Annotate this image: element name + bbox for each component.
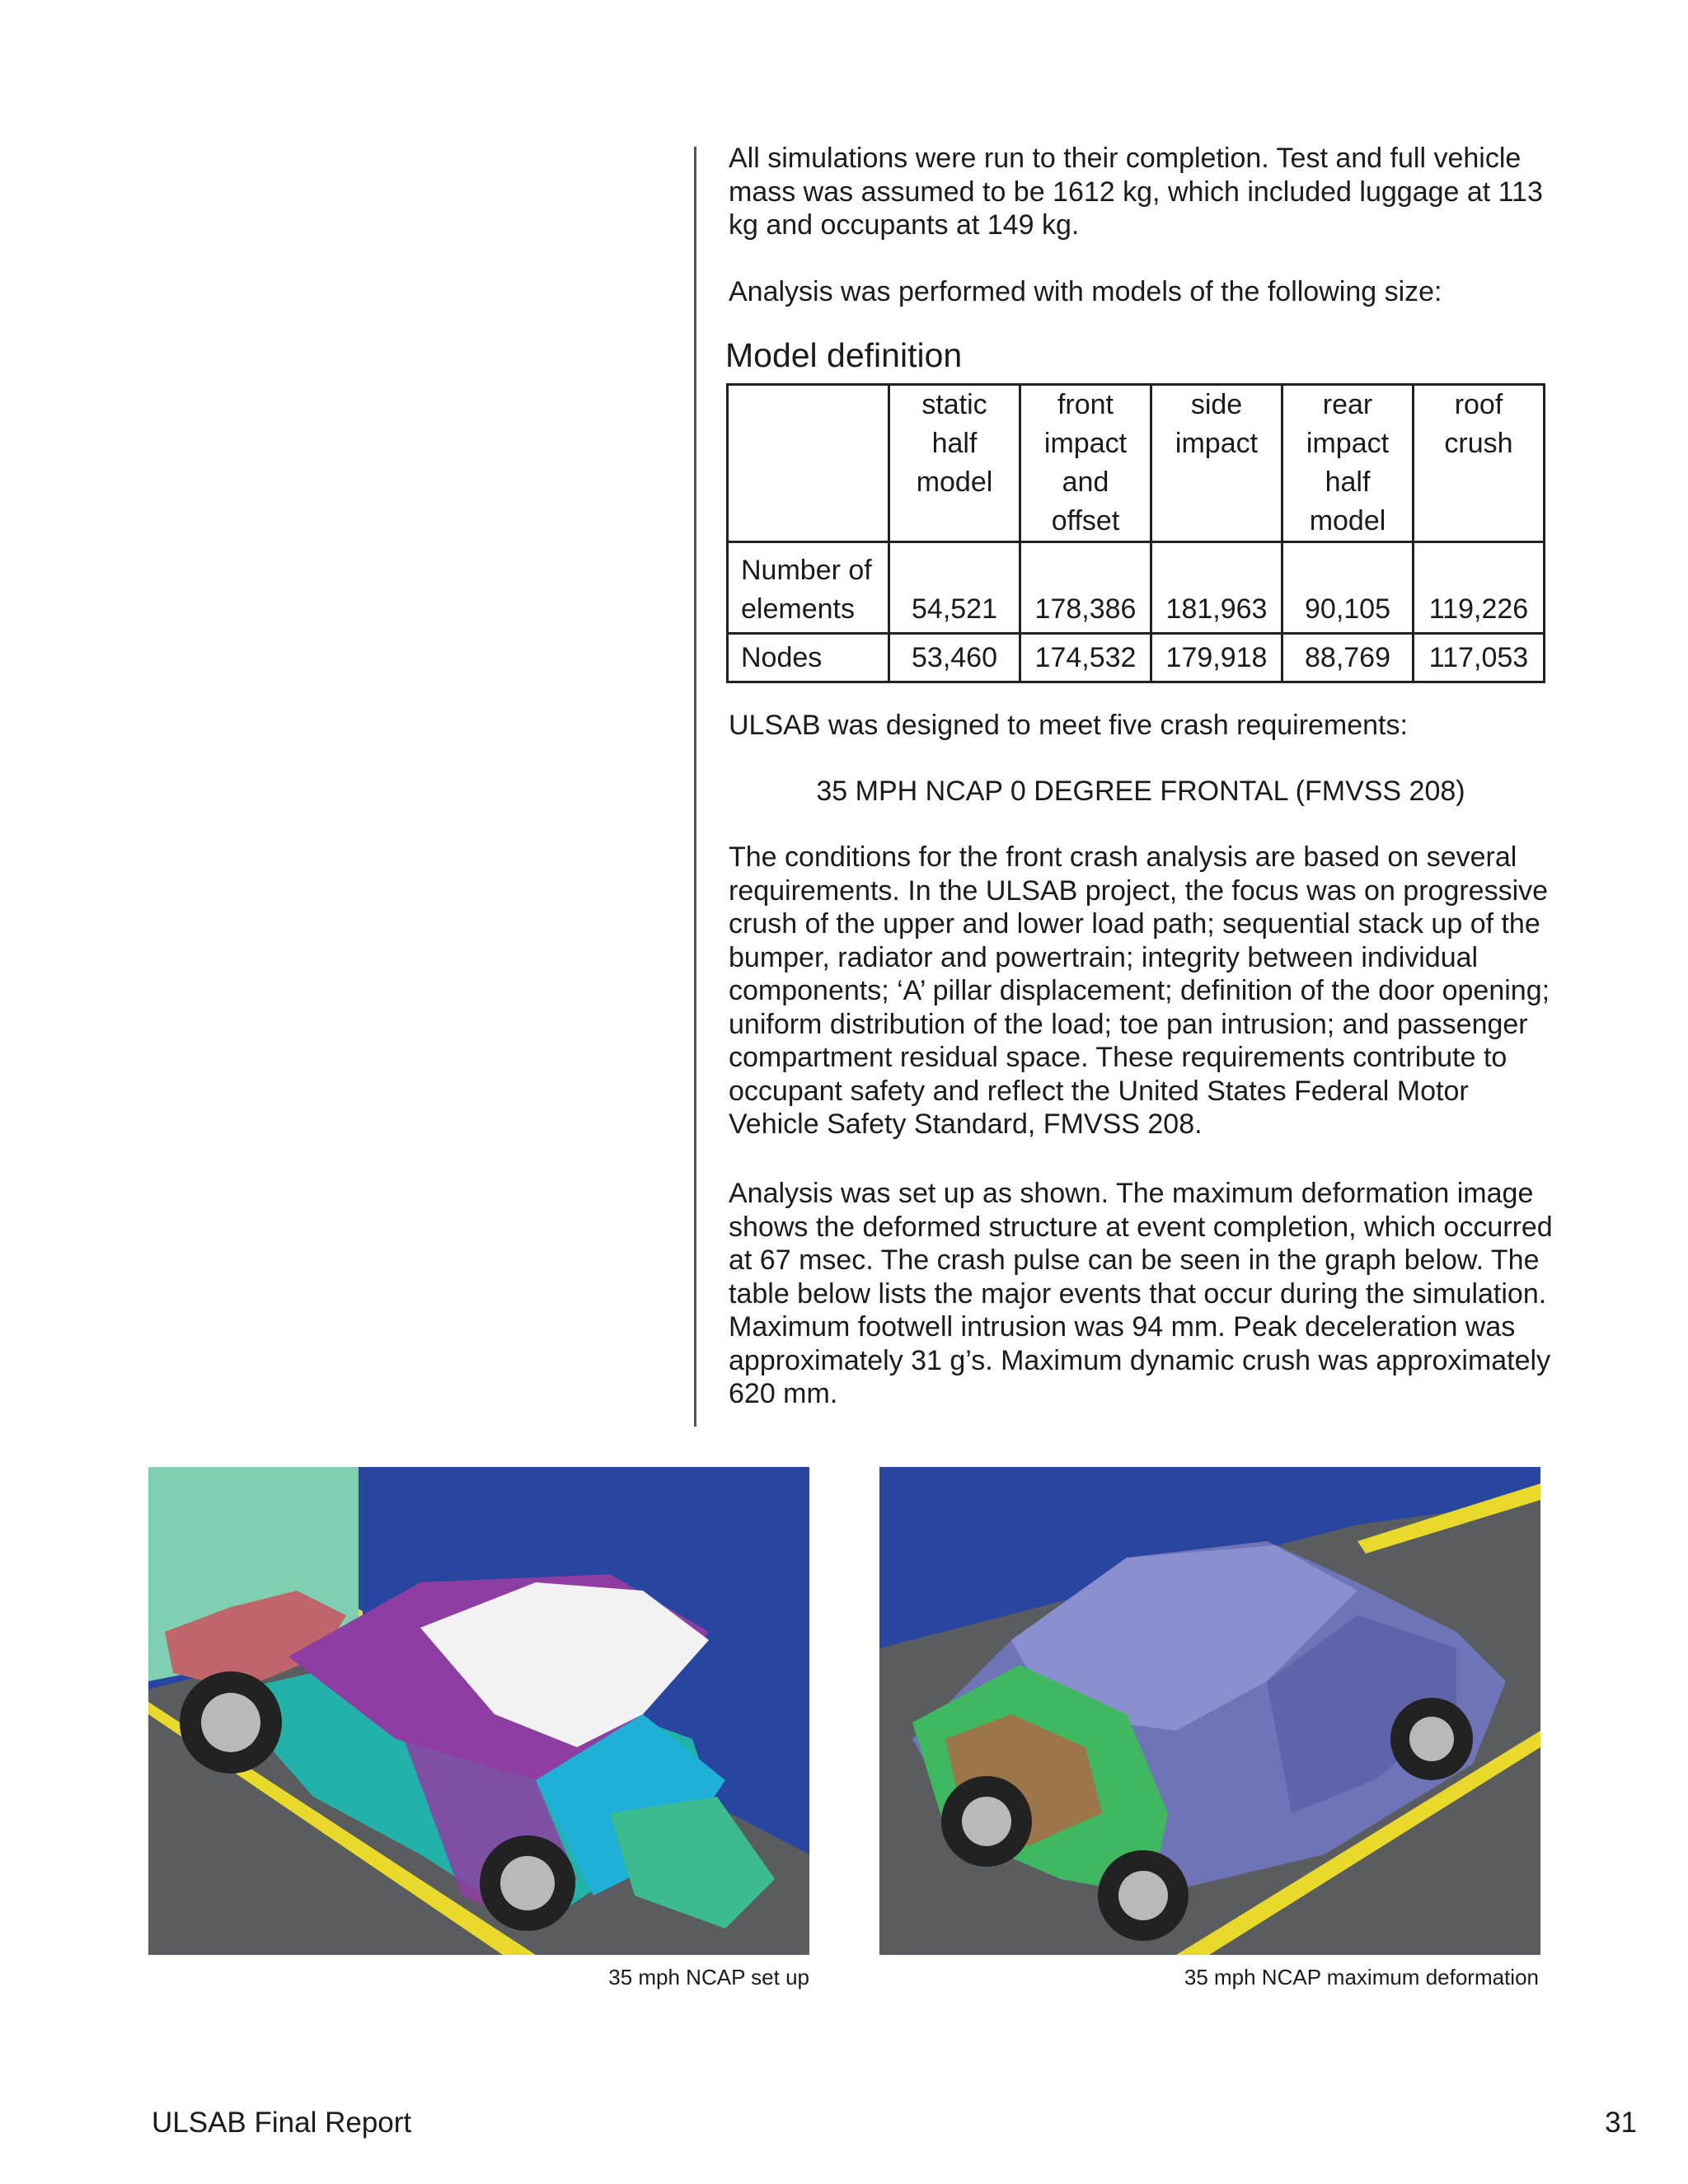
table-cell: 174,532 [1020, 634, 1151, 682]
figure-ncap-deformation [879, 1467, 1540, 1955]
table-title: Model definition [725, 336, 963, 374]
footer-report-title: ULSAB Final Report [152, 2107, 412, 2139]
paragraph-mass: All simulations were run to their completion. Test and full vehicle mass was assumed to be 1612 kg, which included luggage at 113 kg and occupants at 149 kg. [729, 143, 1543, 241]
table-row [728, 634, 1545, 682]
section-heading-ncap: 35 MPH NCAP 0 DEGREE FRONTAL (FMVSS 208) [816, 776, 1465, 807]
table-cell: 90,105 [1282, 542, 1414, 634]
table-header-cell: front impact and offset [1020, 385, 1151, 542]
table-cell: 179,918 [1151, 634, 1282, 682]
table-corner-cell [728, 385, 889, 542]
column-divider [694, 147, 696, 1427]
table-header-cell: static half model [889, 385, 1020, 542]
paragraph-analysis-setup: Analysis was set up as shown. The maximum deformation image shows the deformed structure at event completion, which occurred at 67 msec. The crash pulse can be seen in the graph below. The table below lists the major events that occur during the simulation. Maximum footwell intrusion was 94 mm. Peak deceleration was approximately 31 g’s. Maximum dynamic crush was approximately 620 mm. [729, 1178, 1553, 1409]
table-cell: 88,769 [1282, 634, 1414, 682]
table-cell: 119,226 [1414, 542, 1545, 634]
row-label: Number of elements [728, 542, 889, 634]
car-setup-illustration [148, 1467, 809, 1955]
table-header-row [728, 385, 1545, 542]
row-label: Nodes [728, 634, 889, 682]
paragraph-model-size: Analysis was performed with models of the following size: [729, 276, 1442, 307]
table-header-cell: rear impact half model [1282, 385, 1414, 542]
figure-ncap-setup [148, 1467, 809, 1955]
paragraph-requirements: ULSAB was designed to meet five crash requirements: [729, 710, 1408, 741]
car-deformation-illustration [879, 1467, 1540, 1955]
paragraph-front-crash: The conditions for the front crash analysis are based on several requirements. In the ULSAB project, the focus was on progressive crush of the upper and lower load path; sequential stack up of the bumper, radiator and powertrain; integrity between individual components; ‘A’ pillar displacement; definition of the door opening; uniform distribution of the load; toe pan intrusion; and passenger compartment residual space. These requirements contribute to occupant safety and reflect the United States Federal Motor Vehicle Safety Standard, FMVSS 208. [729, 841, 1550, 1140]
table-row [728, 542, 1545, 634]
figure-caption-setup: 35 mph NCAP set up [608, 1965, 809, 1990]
table-cell: 178,386 [1020, 542, 1151, 634]
table-header-cell: roof crush [1414, 385, 1545, 542]
table-header-cell: side impact [1151, 385, 1282, 542]
table-cell: 117,053 [1414, 634, 1545, 682]
model-definition-table [726, 383, 1545, 683]
figure-caption-deformation: 35 mph NCAP maximum deformation [1184, 1965, 1539, 1990]
table-cell: 181,963 [1151, 542, 1282, 634]
page-number: 31 [1605, 2107, 1637, 2139]
table-cell: 54,521 [889, 542, 1020, 634]
table-cell: 53,460 [889, 634, 1020, 682]
